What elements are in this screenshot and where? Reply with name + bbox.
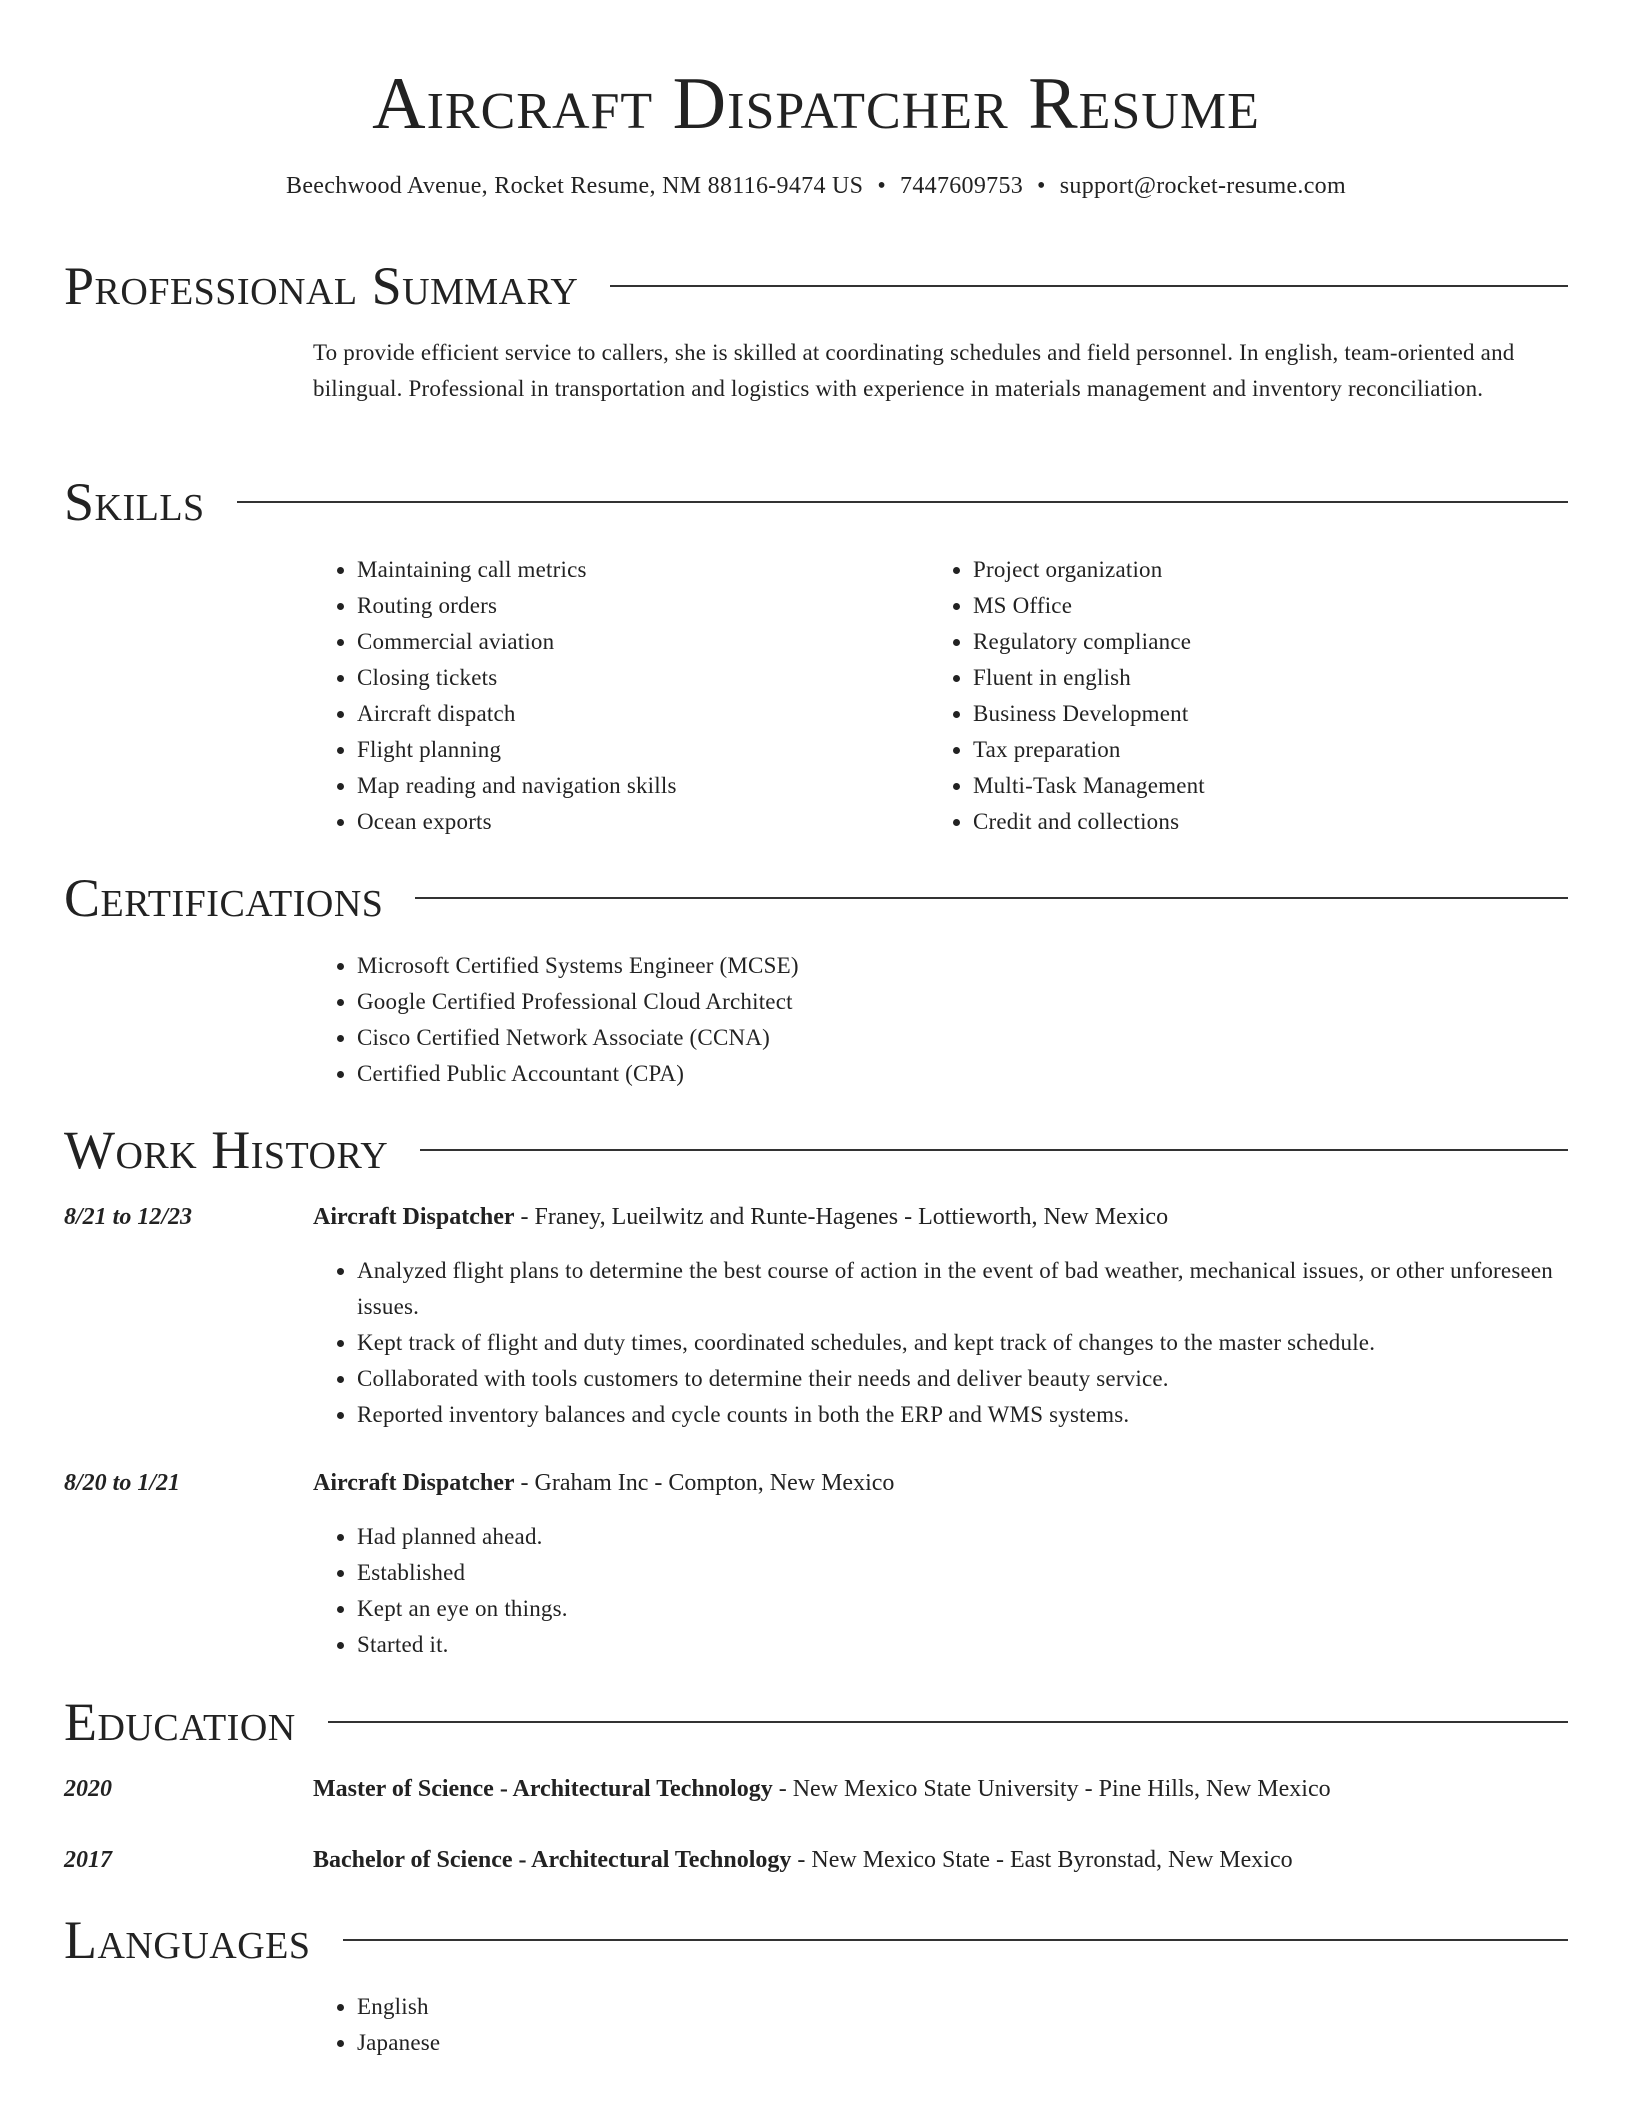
section-divider [328, 1721, 1568, 1723]
list-item: • English [357, 1989, 1568, 2025]
job-details: - Franey, Lueilwitz and Runte-Hagenes - Lottieworth, New Mexico [514, 1204, 1169, 1230]
contact-separator: • [1037, 173, 1046, 199]
education-year: 2020 [64, 1776, 112, 1802]
skills-section-header [64, 472, 1568, 532]
section-divider [237, 501, 1568, 503]
certifications-heading: Certifications [64, 868, 384, 928]
job-entry [64, 1199, 1568, 1235]
list-item: • Analyzed flight plans to determine the best course of action in the event of bad weather, mechanical issues, or other unforeseen issues. [357, 1253, 1568, 1325]
list-item: • Fluent in english [973, 660, 1545, 696]
education-degree: Bachelor of Science - Architectural Technology [313, 1847, 792, 1873]
contact-phone[interactable]: 7447609753 [900, 173, 1024, 199]
section-divider [420, 1149, 1568, 1151]
list-item: • Routing orders [357, 588, 929, 624]
job-details: - Graham Inc - Compton, New Mexico [514, 1470, 895, 1496]
work-heading: Work History [64, 1120, 389, 1180]
skills-list [313, 552, 1568, 840]
job-title: Aircraft Dispatcher [313, 1204, 515, 1230]
resume-title: Aircraft Dispatcher Resume [372, 63, 1260, 145]
list-item: • Maintaining call metrics [357, 552, 929, 588]
list-item: • Microsoft Certified Systems Engineer (MCSE) [357, 948, 1568, 984]
education-details: - New Mexico State University - Pine Hills, New Mexico [772, 1776, 1331, 1802]
section-divider [415, 897, 1568, 899]
list-item: • Cisco Certified Network Associate (CCNA) [357, 1020, 1568, 1056]
list-item: • Reported inventory balances and cycle counts in both the ERP and WMS systems. [357, 1397, 1568, 1433]
list-item: • Regulatory compliance [973, 624, 1545, 660]
education-info [313, 1771, 1331, 1807]
education-entry [64, 1771, 1568, 1807]
education-year: 2017 [64, 1847, 112, 1873]
work-section-header [64, 1120, 1568, 1180]
summary-heading: Professional Summary [64, 256, 579, 316]
list-item: • Had planned ahead. [357, 1519, 1568, 1555]
languages-heading: Languages [64, 1910, 311, 1970]
languages-section-header [64, 1910, 1568, 1970]
languages-list [313, 1989, 1568, 2061]
job-dates: 8/21 to 12/23 [64, 1204, 193, 1230]
contact-address: Beechwood Avenue, Rocket Resume, NM 88116-9474 US [286, 173, 864, 199]
list-item: • Collaborated with tools customers to determine their needs and deliver beauty service. [357, 1361, 1568, 1397]
education-details: - New Mexico State - East Byronstad, New Mexico [791, 1847, 1293, 1873]
job-bullets [313, 1253, 1568, 1433]
contact-line [0, 170, 1632, 202]
list-item: • Japanese [357, 2025, 1568, 2061]
list-item: • MS Office [973, 588, 1545, 624]
list-item: • Aircraft dispatch [357, 696, 929, 732]
summary-section-header [64, 256, 1568, 316]
section-divider [610, 285, 1568, 287]
list-item: • Commercial aviation [357, 624, 929, 660]
contact-email[interactable]: support@rocket-resume.com [1059, 173, 1346, 199]
job-entry [64, 1465, 1568, 1501]
list-item: • Certified Public Accountant (CPA) [357, 1056, 1568, 1092]
list-item: • Kept track of flight and duty times, coordinated schedules, and kept track of changes to the master schedule. [357, 1325, 1568, 1361]
list-item: • Started it. [357, 1627, 1568, 1663]
section-divider [343, 1939, 1569, 1941]
list-item: • Google Certified Professional Cloud Architect [357, 984, 1568, 1020]
list-item: • Business Development [973, 696, 1545, 732]
skills-heading: Skills [64, 472, 205, 532]
education-heading: Education [64, 1692, 296, 1752]
job-dates: 8/20 to 1/21 [64, 1470, 181, 1496]
list-item: • Kept an eye on things. [357, 1591, 1568, 1627]
job-title: Aircraft Dispatcher [313, 1470, 515, 1496]
job-bullets [313, 1519, 1568, 1663]
skills-column-right [929, 552, 1545, 840]
summary-text: To provide efficient service to callers, she is skilled at coordinating schedules and field personnel. In english, team-oriented and bilingual. Professional in transportation and logistics with experience in materials management and inventory reconciliation. [313, 340, 1515, 401]
education-section-header [64, 1692, 1568, 1752]
contact-separator: • [877, 173, 887, 199]
education-entry [64, 1842, 1568, 1878]
job-info [313, 1465, 894, 1501]
certifications-list [313, 948, 1568, 1092]
list-item: • Flight planning [357, 732, 929, 768]
education-degree: Master of Science - Architectural Technology [313, 1776, 773, 1802]
list-item: • Map reading and navigation skills [357, 768, 929, 804]
list-item: • Established [357, 1555, 1568, 1591]
list-item: • Project organization [973, 552, 1545, 588]
list-item: • Credit and collections [973, 804, 1545, 840]
list-item: • Closing tickets [357, 660, 929, 696]
job-info [313, 1199, 1168, 1235]
list-item: • Tax preparation [973, 732, 1545, 768]
skills-column-left [313, 552, 929, 840]
certifications-section-header [64, 868, 1568, 928]
list-item: • Multi-Task Management [973, 768, 1545, 804]
list-item: • Ocean exports [357, 804, 929, 840]
education-info [313, 1842, 1293, 1878]
